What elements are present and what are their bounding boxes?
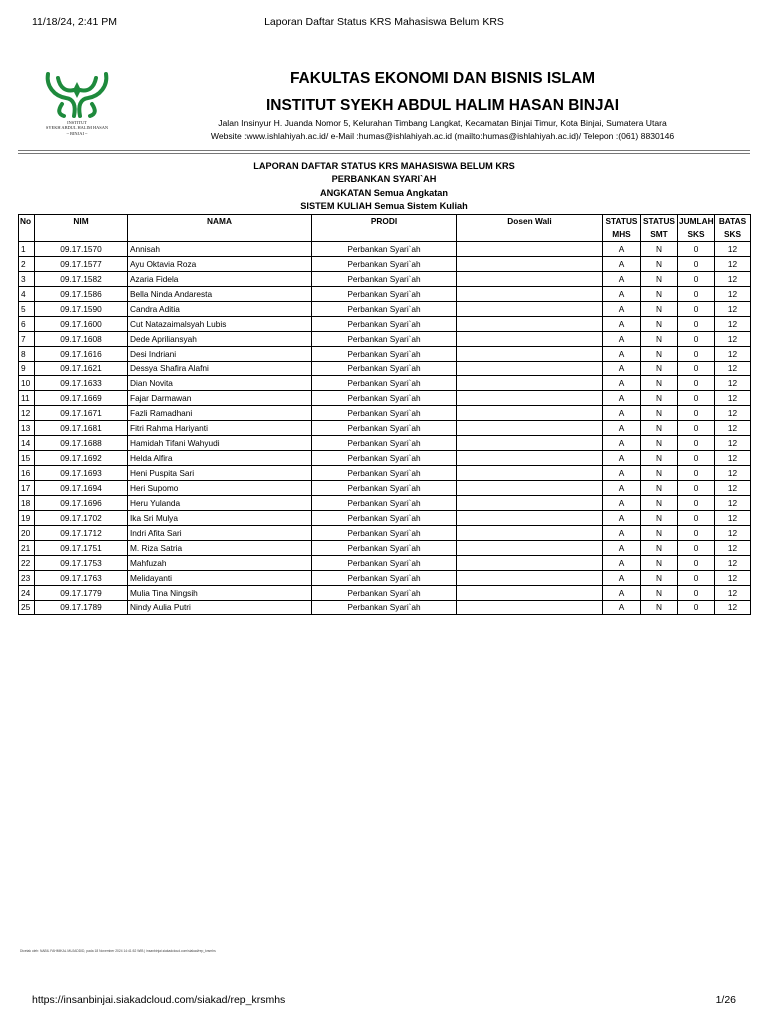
cell-prodi: Perbankan Syari`ah (312, 436, 457, 451)
table-row (19, 495, 751, 510)
cell-prodi: Perbankan Syari`ah (312, 271, 457, 286)
cell-status-mhs: A (603, 286, 641, 301)
cell-no: 22 (19, 555, 35, 570)
faculty-name: FAKULTAS EKONOMI DAN BISNIS ISLAM (289, 70, 596, 87)
cell-dosen-wali (457, 525, 603, 540)
cell-nama: Fazli Ramadhani (128, 406, 312, 421)
cell-nama: Ika Sri Mulya (128, 510, 312, 525)
col-header-prodi: PRODI (312, 215, 457, 242)
table-row (19, 451, 751, 466)
cell-dosen-wali (457, 376, 603, 391)
cell-status-smt: N (641, 316, 678, 331)
cell-jumlah-sks: 0 (678, 301, 715, 316)
cell-nim: 09.17.1694 (35, 481, 128, 496)
print-url: https://insanbinjai.siakadcloud.com/siakad/rep_krsmhs (32, 994, 286, 1006)
cell-no: 15 (19, 451, 35, 466)
cell-batas-sks: 12 (715, 316, 751, 331)
institute-contact: Website :www.ishlahiyah.ac.id/ e-Mail :humas@ishlahiyah.ac.id (mailto:humas@ishlahiyah.ac.id)/ Telepon :(061) 8830146 (210, 131, 675, 141)
cell-status-mhs: A (603, 555, 641, 570)
cell-dosen-wali (457, 331, 603, 346)
institute-name: INSTITUT SYEKH ABDUL HALIM HASAN BINJAI (265, 97, 620, 114)
cell-prodi: Perbankan Syari`ah (312, 421, 457, 436)
cell-status-smt: N (641, 301, 678, 316)
cell-prodi: Perbankan Syari`ah (312, 585, 457, 600)
cell-nim: 09.17.1763 (35, 570, 128, 585)
cell-batas-sks: 12 (715, 451, 751, 466)
cell-jumlah-sks: 0 (678, 376, 715, 391)
cell-status-mhs: A (603, 570, 641, 585)
cell-dosen-wali (457, 421, 603, 436)
cell-no: 1 (19, 242, 35, 257)
cell-prodi: Perbankan Syari`ah (312, 242, 457, 257)
cell-status-mhs: A (603, 495, 641, 510)
col-header-no: No (19, 215, 35, 242)
cell-nama: Nindy Aulia Putri (128, 600, 312, 615)
cell-prodi: Perbankan Syari`ah (312, 495, 457, 510)
cell-no: 12 (19, 406, 35, 421)
cell-batas-sks: 12 (715, 510, 751, 525)
cell-batas-sks: 12 (715, 570, 751, 585)
cell-nama: Bella Ninda Andaresta (128, 286, 312, 301)
cell-batas-sks: 12 (715, 421, 751, 436)
cell-no: 11 (19, 391, 35, 406)
cell-jumlah-sks: 0 (678, 286, 715, 301)
cell-nim: 09.17.1789 (35, 600, 128, 615)
cell-nama: Fitri Rahma Hariyanti (128, 421, 312, 436)
cell-jumlah-sks: 0 (678, 346, 715, 361)
table-row (19, 346, 751, 361)
cell-jumlah-sks: 0 (678, 391, 715, 406)
cell-batas-sks: 12 (715, 242, 751, 257)
cell-nama: Candra Aditia (128, 301, 312, 316)
cell-nama: Dessya Shafira Alafni (128, 361, 312, 376)
cell-dosen-wali (457, 286, 603, 301)
cell-dosen-wali (457, 555, 603, 570)
cell-prodi: Perbankan Syari`ah (312, 301, 457, 316)
cell-nama: Dian Novita (128, 376, 312, 391)
table-body (19, 242, 751, 615)
cell-prodi: Perbankan Syari`ah (312, 525, 457, 540)
cell-prodi: Perbankan Syari`ah (312, 331, 457, 346)
cell-batas-sks: 12 (715, 525, 751, 540)
cell-jumlah-sks: 0 (678, 331, 715, 346)
cell-status-smt: N (641, 346, 678, 361)
cell-prodi: Perbankan Syari`ah (312, 256, 457, 271)
cell-batas-sks: 12 (715, 271, 751, 286)
cell-nim: 09.17.1753 (35, 555, 128, 570)
cell-status-mhs: A (603, 242, 641, 257)
cell-nim: 09.17.1577 (35, 256, 128, 271)
cell-dosen-wali (457, 510, 603, 525)
col-header-nim: NIM (35, 215, 128, 242)
col-header-nama: NAMA (128, 215, 312, 242)
cell-dosen-wali (457, 391, 603, 406)
cell-status-smt: N (641, 242, 678, 257)
col-header-batas-sks: BATAS SKS (715, 215, 751, 242)
table-row (19, 540, 751, 555)
cell-nama: Desi Indriani (128, 346, 312, 361)
cell-batas-sks: 12 (715, 361, 751, 376)
cell-dosen-wali (457, 436, 603, 451)
cell-nim: 09.17.1633 (35, 376, 128, 391)
table-row (19, 406, 751, 421)
cell-nama: Ayu Oktavia Roza (128, 256, 312, 271)
cell-nama: Cut Natazaimalsyah Lubis (128, 316, 312, 331)
cell-nim: 09.17.1582 (35, 271, 128, 286)
cell-no: 18 (19, 495, 35, 510)
cell-status-mhs: A (603, 436, 641, 451)
cell-status-mhs: A (603, 585, 641, 600)
cell-nim: 09.17.1608 (35, 331, 128, 346)
cell-dosen-wali (457, 271, 603, 286)
cell-jumlah-sks: 0 (678, 271, 715, 286)
cell-nim: 09.17.1671 (35, 406, 128, 421)
table-row (19, 271, 751, 286)
cell-nama: Azaria Fidela (128, 271, 312, 286)
cell-status-mhs: A (603, 301, 641, 316)
cell-status-smt: N (641, 585, 678, 600)
cell-status-mhs: A (603, 600, 641, 615)
table-row (19, 286, 751, 301)
cell-jumlah-sks: 0 (678, 361, 715, 376)
cell-prodi: Perbankan Syari`ah (312, 286, 457, 301)
page-number: 1/26 (715, 994, 736, 1006)
cell-jumlah-sks: 0 (678, 510, 715, 525)
cell-dosen-wali (457, 346, 603, 361)
cell-prodi: Perbankan Syari`ah (312, 376, 457, 391)
table-row (19, 585, 751, 600)
table-row (19, 421, 751, 436)
cell-status-smt: N (641, 436, 678, 451)
table-row (19, 316, 751, 331)
cell-no: 23 (19, 570, 35, 585)
cell-nama: Dede Apriliansyah (128, 331, 312, 346)
institute-logo (36, 68, 118, 140)
cell-jumlah-sks: 0 (678, 555, 715, 570)
institute-address: Jalan Insinyur H. Juanda Nomor 5, Kelurahan Timbang Langkat, Kecamatan Binjai Timur, Kota Binjai, Sumatera Utara (218, 118, 667, 128)
table-row (19, 555, 751, 570)
cell-batas-sks: 12 (715, 481, 751, 496)
cell-prodi: Perbankan Syari`ah (312, 316, 457, 331)
cell-batas-sks: 12 (715, 466, 751, 481)
cell-batas-sks: 12 (715, 555, 751, 570)
table-row (19, 361, 751, 376)
cell-status-mhs: A (603, 406, 641, 421)
table-row (19, 256, 751, 271)
cell-nama: Indri Afita Sari (128, 525, 312, 540)
cell-status-smt: N (641, 466, 678, 481)
cell-status-smt: N (641, 421, 678, 436)
cell-nama: Fajar Darmawan (128, 391, 312, 406)
cell-status-smt: N (641, 286, 678, 301)
cell-no: 14 (19, 436, 35, 451)
cell-no: 9 (19, 361, 35, 376)
cell-nim: 09.17.1616 (35, 346, 128, 361)
cell-jumlah-sks: 0 (678, 525, 715, 540)
cell-prodi: Perbankan Syari`ah (312, 600, 457, 615)
cell-status-mhs: A (603, 391, 641, 406)
cell-dosen-wali (457, 242, 603, 257)
cell-nim: 09.17.1693 (35, 466, 128, 481)
header-divider (18, 150, 750, 151)
cell-prodi: Perbankan Syari`ah (312, 406, 457, 421)
logo-emblem-icon (36, 68, 118, 120)
cell-batas-sks: 12 (715, 331, 751, 346)
cell-prodi: Perbankan Syari`ah (312, 466, 457, 481)
cell-status-mhs: A (603, 346, 641, 361)
table-row (19, 525, 751, 540)
cell-no: 4 (19, 286, 35, 301)
table-row (19, 376, 751, 391)
cell-no: 2 (19, 256, 35, 271)
cell-batas-sks: 12 (715, 256, 751, 271)
cell-dosen-wali (457, 466, 603, 481)
table-row (19, 481, 751, 496)
cell-nim: 09.17.1696 (35, 495, 128, 510)
cell-status-smt: N (641, 376, 678, 391)
report-angkatan: ANGKATAN Semua Angkatan (320, 188, 448, 198)
cell-status-smt: N (641, 495, 678, 510)
cell-status-smt: N (641, 451, 678, 466)
cell-jumlah-sks: 0 (678, 495, 715, 510)
cell-jumlah-sks: 0 (678, 406, 715, 421)
cell-status-mhs: A (603, 510, 641, 525)
cell-prodi: Perbankan Syari`ah (312, 555, 457, 570)
cell-nim: 09.17.1600 (35, 316, 128, 331)
cell-batas-sks: 12 (715, 376, 751, 391)
cell-status-mhs: A (603, 271, 641, 286)
table-row (19, 436, 751, 451)
cell-status-smt: N (641, 540, 678, 555)
table-row (19, 600, 751, 615)
table-row (19, 510, 751, 525)
table-header-row (19, 215, 751, 242)
table-row (19, 242, 751, 257)
cell-no: 13 (19, 421, 35, 436)
cell-nama: Mulia Tina Ningsih (128, 585, 312, 600)
cell-nim: 09.17.1570 (35, 242, 128, 257)
cell-jumlah-sks: 0 (678, 436, 715, 451)
cell-nim: 09.17.1590 (35, 301, 128, 316)
cell-nim: 09.17.1586 (35, 286, 128, 301)
cell-nama: Mahfuzah (128, 555, 312, 570)
cell-dosen-wali (457, 451, 603, 466)
cell-dosen-wali (457, 495, 603, 510)
report-sistem: SISTEM KULIAH Semua Sistem Kuliah (300, 201, 468, 211)
cell-batas-sks: 12 (715, 436, 751, 451)
cell-no: 19 (19, 510, 35, 525)
cell-batas-sks: 12 (715, 301, 751, 316)
cell-nama: Heni Puspita Sari (128, 466, 312, 481)
cell-batas-sks: 12 (715, 346, 751, 361)
krs-status-table (18, 214, 751, 615)
cell-status-smt: N (641, 256, 678, 271)
cell-batas-sks: 12 (715, 286, 751, 301)
cell-status-smt: N (641, 331, 678, 346)
table-row (19, 570, 751, 585)
cell-jumlah-sks: 0 (678, 570, 715, 585)
cell-dosen-wali (457, 361, 603, 376)
cell-prodi: Perbankan Syari`ah (312, 570, 457, 585)
report-title: LAPORAN DAFTAR STATUS KRS MAHASISWA BELUM KRS (253, 161, 515, 171)
col-header-status-smt: STATUS SMT (641, 215, 678, 242)
header-divider (18, 153, 750, 154)
cell-prodi: Perbankan Syari`ah (312, 540, 457, 555)
print-info-note: Dicetak oleh: NABIL FAHMIKAL MUJADDID, pada 18 November 2024 14:41:52 WIB | insanbinjai.siakadcloud.com/siakad/rep_krsmhs (20, 949, 216, 953)
cell-dosen-wali (457, 406, 603, 421)
cell-no: 25 (19, 600, 35, 615)
cell-prodi: Perbankan Syari`ah (312, 361, 457, 376)
cell-nim: 09.17.1688 (35, 436, 128, 451)
table-row (19, 331, 751, 346)
cell-nama: Helda Alfira (128, 451, 312, 466)
cell-nim: 09.17.1702 (35, 510, 128, 525)
cell-jumlah-sks: 0 (678, 451, 715, 466)
cell-status-mhs: A (603, 376, 641, 391)
cell-nama: Heru Yulanda (128, 495, 312, 510)
cell-prodi: Perbankan Syari`ah (312, 510, 457, 525)
cell-nama: Heri Supomo (128, 481, 312, 496)
cell-status-smt: N (641, 510, 678, 525)
cell-no: 5 (19, 301, 35, 316)
cell-dosen-wali (457, 570, 603, 585)
print-page-title: Laporan Daftar Status KRS Mahasiswa Belum KRS (264, 16, 504, 28)
cell-no: 24 (19, 585, 35, 600)
cell-status-mhs: A (603, 361, 641, 376)
col-header-dosen-wali: Dosen Wali (457, 215, 603, 242)
cell-jumlah-sks: 0 (678, 242, 715, 257)
cell-nim: 09.17.1712 (35, 525, 128, 540)
cell-status-mhs: A (603, 421, 641, 436)
cell-prodi: Perbankan Syari`ah (312, 391, 457, 406)
report-program: PERBANKAN SYARI`AH (331, 174, 437, 184)
cell-no: 21 (19, 540, 35, 555)
cell-batas-sks: 12 (715, 391, 751, 406)
cell-no: 6 (19, 316, 35, 331)
cell-batas-sks: 12 (715, 540, 751, 555)
col-header-status-mhs: STATUS MHS (603, 215, 641, 242)
cell-status-smt: N (641, 570, 678, 585)
cell-jumlah-sks: 0 (678, 585, 715, 600)
cell-status-smt: N (641, 600, 678, 615)
cell-status-mhs: A (603, 331, 641, 346)
cell-prodi: Perbankan Syari`ah (312, 451, 457, 466)
cell-dosen-wali (457, 540, 603, 555)
cell-dosen-wali (457, 600, 603, 615)
cell-nama: Melidayanti (128, 570, 312, 585)
cell-dosen-wali (457, 256, 603, 271)
table-row (19, 301, 751, 316)
cell-dosen-wali (457, 316, 603, 331)
cell-status-mhs: A (603, 540, 641, 555)
cell-prodi: Perbankan Syari`ah (312, 346, 457, 361)
cell-dosen-wali (457, 585, 603, 600)
table-row (19, 391, 751, 406)
cell-status-smt: N (641, 271, 678, 286)
cell-no: 3 (19, 271, 35, 286)
cell-jumlah-sks: 0 (678, 600, 715, 615)
cell-batas-sks: 12 (715, 585, 751, 600)
cell-nim: 09.17.1692 (35, 451, 128, 466)
cell-no: 7 (19, 331, 35, 346)
cell-jumlah-sks: 0 (678, 481, 715, 496)
cell-no: 8 (19, 346, 35, 361)
cell-jumlah-sks: 0 (678, 466, 715, 481)
cell-batas-sks: 12 (715, 600, 751, 615)
cell-status-smt: N (641, 361, 678, 376)
logo-caption: INSTITUT SYEKH ABDUL HALIM HASAN ~ BINJAI ~ (45, 120, 109, 136)
cell-nim: 09.17.1779 (35, 585, 128, 600)
cell-status-smt: N (641, 481, 678, 496)
cell-nama: M. Riza Satria (128, 540, 312, 555)
cell-batas-sks: 12 (715, 495, 751, 510)
cell-status-smt: N (641, 391, 678, 406)
cell-nama: Hamidah Tifani Wahyudi (128, 436, 312, 451)
cell-prodi: Perbankan Syari`ah (312, 481, 457, 496)
cell-status-mhs: A (603, 466, 641, 481)
cell-dosen-wali (457, 301, 603, 316)
cell-no: 16 (19, 466, 35, 481)
cell-no: 10 (19, 376, 35, 391)
col-header-jumlah-sks: JUMLAH SKS (678, 215, 715, 242)
cell-status-mhs: A (603, 525, 641, 540)
cell-jumlah-sks: 0 (678, 421, 715, 436)
print-datetime: 11/18/24, 2:41 PM (32, 16, 118, 28)
cell-no: 17 (19, 481, 35, 496)
cell-status-mhs: A (603, 481, 641, 496)
cell-nim: 09.17.1621 (35, 361, 128, 376)
cell-jumlah-sks: 0 (678, 256, 715, 271)
cell-status-smt: N (641, 525, 678, 540)
table-row (19, 466, 751, 481)
cell-status-smt: N (641, 406, 678, 421)
cell-jumlah-sks: 0 (678, 316, 715, 331)
cell-status-smt: N (641, 555, 678, 570)
cell-dosen-wali (457, 481, 603, 496)
cell-no: 20 (19, 525, 35, 540)
cell-nim: 09.17.1669 (35, 391, 128, 406)
cell-jumlah-sks: 0 (678, 540, 715, 555)
cell-nim: 09.17.1751 (35, 540, 128, 555)
cell-status-mhs: A (603, 451, 641, 466)
cell-nama: Annisah (128, 242, 312, 257)
cell-nim: 09.17.1681 (35, 421, 128, 436)
cell-status-mhs: A (603, 256, 641, 271)
cell-batas-sks: 12 (715, 406, 751, 421)
cell-status-mhs: A (603, 316, 641, 331)
